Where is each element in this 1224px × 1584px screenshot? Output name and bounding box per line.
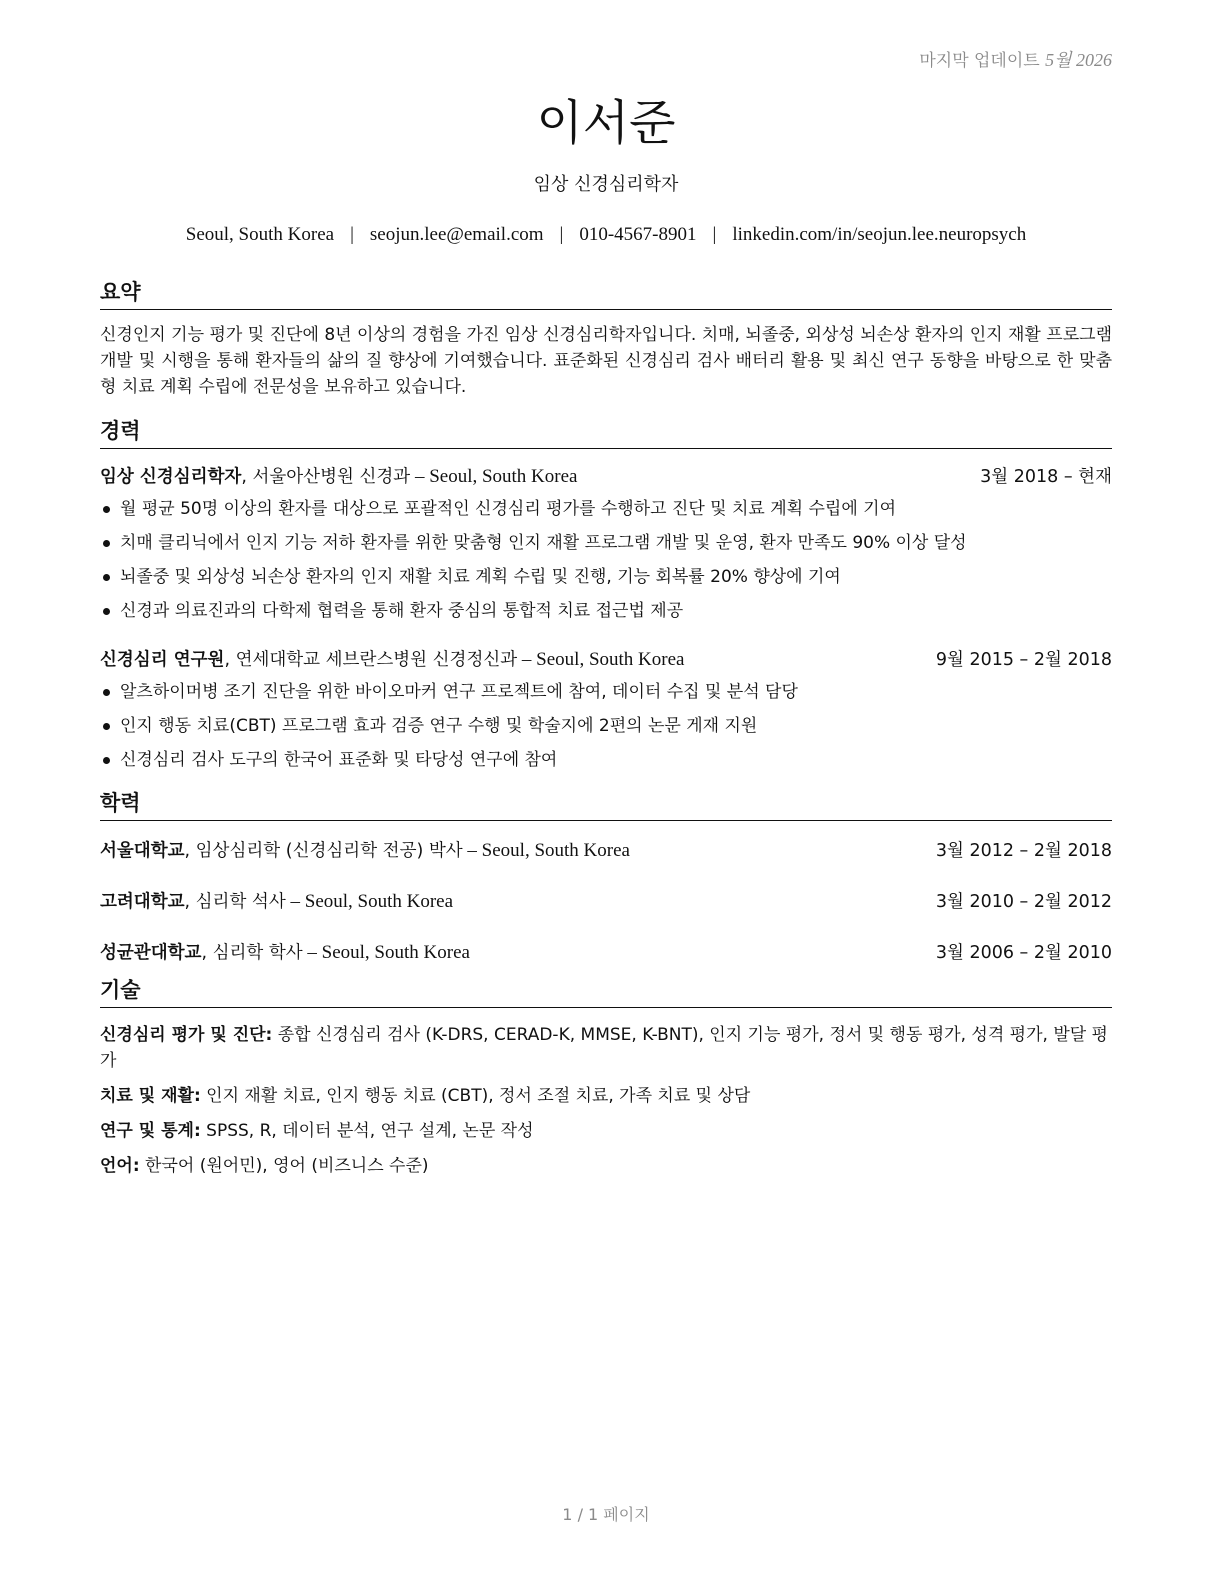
page-indicator: 1 / 1 페이지 xyxy=(562,1505,650,1524)
summary-heading: 요약 xyxy=(100,276,1112,310)
experience-bullet: 알츠하이머병 조기 진단을 위한 바이오마커 연구 프로젝트에 참여, 데이터 수집 및 분석 담당 xyxy=(100,675,1112,709)
summary-text: 신경인지 기능 평가 및 진단에 8년 이상의 경험을 가진 임상 신경심리학자입니다. 치매, 뇌졸중, 외상성 뇌손상 환자의 인지 재활 프로그램 개발 및 시행을 통해 환자들의 삶의 질 향상에 기여했습니다. 표준화된 신경심리 검사 배터리 활용 및 최신 연구 동향을 바탕으로 한 맞춤형 치료 계획 수립에 전문성을 보유하고 있습니다. xyxy=(100,325,1112,397)
skill-label: 연구 및 통계: xyxy=(100,1121,201,1141)
education-dates: 3월 2006 – 2월 2010 xyxy=(935,943,1112,963)
experience-dates: 3월 2018 – 현재 xyxy=(980,467,1112,487)
experience-entry-header xyxy=(100,646,1112,671)
experience-dates: 9월 2015 – 2월 2018 xyxy=(935,650,1112,670)
education-degree: , 심리학 석사 xyxy=(184,892,286,912)
education-entry xyxy=(100,939,1112,964)
contact-phone[interactable]: 010-4567-8901 xyxy=(579,224,697,245)
experience-entry-header xyxy=(100,463,1112,488)
education-location: – Seoul, South Korea xyxy=(462,840,630,861)
skill-value: SPSS, R, 데이터 분석, 연구 설계, 논문 작성 xyxy=(200,1121,534,1141)
experience-org: , 연세대학교 세브란스병원 신경정신과 xyxy=(224,650,518,670)
contact-location: Seoul, South Korea xyxy=(185,224,335,245)
education-school: 성균관대학교 xyxy=(100,943,202,963)
education-degree: , 임상심리학 (신경심리학 전공) 박사 xyxy=(184,841,463,861)
education-location: – Seoul, South Korea xyxy=(302,942,470,963)
education-degree: , 심리학 학사 xyxy=(201,943,303,963)
experience-bullets xyxy=(100,492,1112,628)
education-entry xyxy=(100,837,1112,862)
experience-bullet: 뇌졸중 및 외상성 뇌손상 환자의 인지 재활 치료 계획 수립 및 진행, 기능 회복률 20% 향상에 기여 xyxy=(100,560,1112,594)
contact-linkedin[interactable]: linkedin.com/in/seojun.lee.neuropsych xyxy=(732,224,1027,245)
candidate-title: 임상 신경심리학자 xyxy=(533,174,679,195)
experience-bullet: 치매 클리닉에서 인지 기능 저하 환자를 위한 맞춤형 인지 재활 프로그램 개발 및 운영, 환자 만족도 90% 이상 달성 xyxy=(100,526,1112,560)
education-dates: 3월 2012 – 2월 2018 xyxy=(935,841,1112,861)
skills-list xyxy=(100,1022,1112,1179)
last-updated-label: 마지막 업데이트 xyxy=(919,51,1040,71)
skill-value: 종합 신경심리 검사 (K-DRS, CERAD-K, MMSE, K-BNT), 인지 기능 평가, 정서 및 행동 평가, 성격 평가, 발달 평가 xyxy=(100,1025,1108,1071)
skill-label: 언어: xyxy=(100,1156,140,1176)
skill-item xyxy=(100,1118,1112,1144)
skills-section xyxy=(100,974,1112,1188)
experience-bullet: 신경과 의료진과의 다학제 협력을 통해 환자 중심의 통합적 치료 접근법 제공 xyxy=(100,594,1112,628)
skill-value: 인지 재활 치료, 인지 행동 치료 (CBT), 정서 조절 치료, 가족 치료 및 상담 xyxy=(200,1086,751,1106)
experience-heading: 경력 xyxy=(100,415,1112,449)
experience-bullet: 월 평균 50명 이상의 환자를 대상으로 포괄적인 신경심리 평가를 수행하고 진단 및 치료 계획 수립에 기여 xyxy=(100,492,1112,526)
contact-separator: | xyxy=(559,224,564,245)
education-entry xyxy=(100,888,1112,913)
education-school: 고려대학교 xyxy=(100,892,185,912)
skill-label: 치료 및 재활: xyxy=(100,1086,201,1106)
experience-entry xyxy=(100,646,1112,777)
contact-line xyxy=(100,224,1112,246)
experience-org: , 서울아산병원 신경과 xyxy=(241,467,411,487)
experience-role: 임상 신경심리학자 xyxy=(100,467,242,487)
education-location: – Seoul, South Korea xyxy=(285,891,454,912)
candidate-name: 이서준 xyxy=(536,95,676,151)
education-school: 서울대학교 xyxy=(100,841,185,861)
last-updated xyxy=(919,46,1112,72)
experience-entry xyxy=(100,463,1112,628)
summary-section xyxy=(100,276,1112,400)
skill-item xyxy=(100,1083,1112,1109)
experience-role: 신경심리 연구원 xyxy=(100,650,225,670)
skills-heading: 기술 xyxy=(100,974,1112,1008)
education-dates: 3월 2010 – 2월 2012 xyxy=(935,892,1112,912)
contact-separator: | xyxy=(350,224,354,245)
education-heading: 학력 xyxy=(100,787,1112,821)
experience-location: – Seoul, South Korea xyxy=(517,649,685,670)
contact-separator: | xyxy=(712,224,717,245)
skill-item xyxy=(100,1022,1112,1074)
last-updated-date: 5월 2026 xyxy=(1045,50,1112,70)
experience-bullets xyxy=(100,675,1112,777)
contact-email[interactable]: seojun.lee@email.com xyxy=(369,224,544,245)
experience-location: – Seoul, South Korea xyxy=(410,466,578,487)
education-section xyxy=(100,787,1112,964)
experience-bullet: 신경심리 검사 도구의 한국어 표준화 및 타당성 연구에 참여 xyxy=(100,743,1112,777)
resume-page xyxy=(100,0,1112,1584)
skill-item xyxy=(100,1153,1112,1179)
skill-value: 한국어 (원어민), 영어 (비즈니스 수준) xyxy=(139,1156,429,1176)
experience-section xyxy=(100,415,1112,777)
experience-bullet: 인지 행동 치료(CBT) 프로그램 효과 검증 연구 수행 및 학술지에 2편의 논문 게재 지원 xyxy=(100,709,1112,743)
skill-label: 신경심리 평가 및 진단: xyxy=(100,1025,273,1045)
